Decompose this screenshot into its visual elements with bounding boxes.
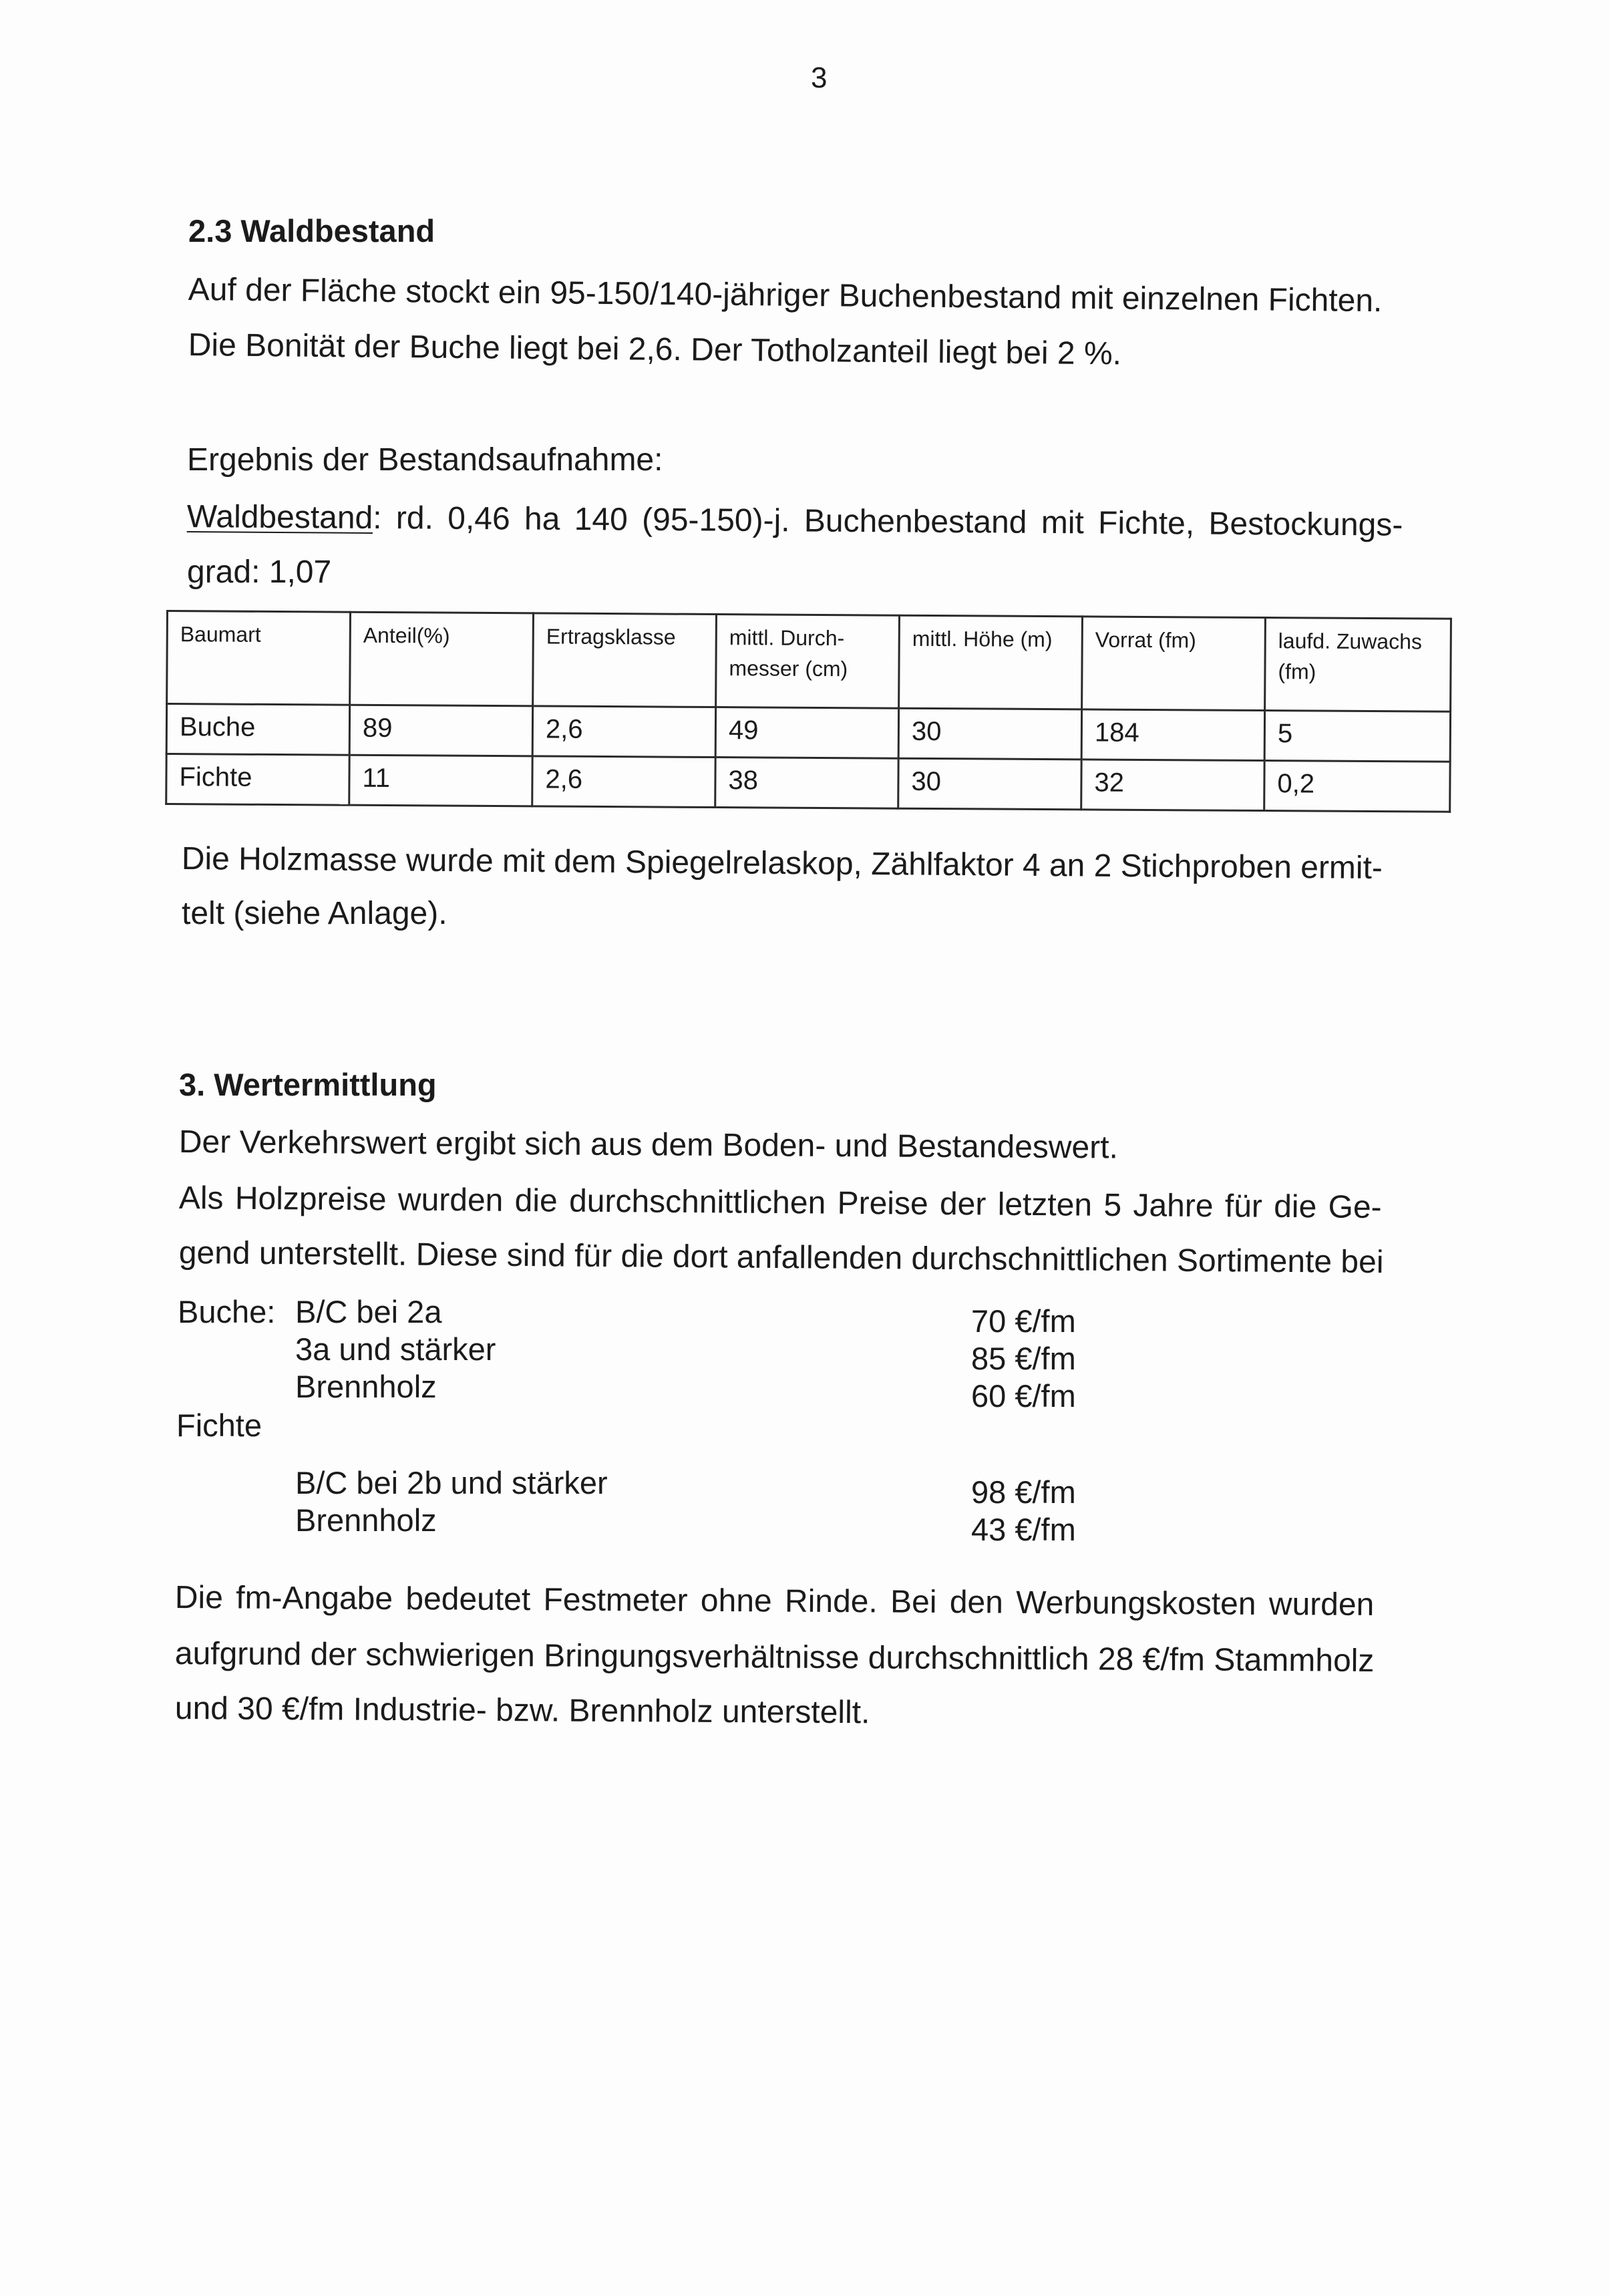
header-cell: Baumart [167,611,351,705]
paragraph-line: Der Verkehrswert ergibt sich aus dem Boden- und Bestandeswert. [178,1124,1119,1166]
paragraph-line: Auf der Fläche stockt ein 95-150/140-jähriger Buchenbestand mit einzelnen Fichten. [188,272,1383,319]
paragraph-line: aufgrund der schwierigen Bringungsverhältnisse durchschnittlich 28 €/fm Stammholz [174,1636,1375,1679]
table-cell: 30 [898,708,1081,760]
paragraph-line: grad: 1,07 [187,554,332,590]
header-text: laufd. Zuwachs [1278,629,1423,654]
header-text: (fm) [1278,659,1316,684]
price-item-label: B/C bei 2b und stärker [295,1465,608,1500]
paragraph-line: gend unterstellt. Diese sind für die dort anfallenden durchschnittlichen Sortimente bei [178,1235,1384,1281]
header-cell: mittl. Höhe (m) [899,615,1083,709]
section-heading-waldbestand: 2.3 Waldbestand [188,213,435,249]
table-cell: Buche [166,704,349,756]
page-number: 3 [811,61,828,94]
table-cell: 2,6 [532,706,715,758]
table-row [166,754,1450,812]
price-item-value: 60 €/fm [971,1378,1076,1414]
stand-table [165,610,1452,813]
header-cell [1265,618,1451,712]
paragraph-line: telt (siehe Anlage). [182,896,448,931]
paragraph-line: und 30 €/fm Industrie- bzw. Brennholz unterstellt. [174,1691,870,1731]
paragraph-line: Als Holzpreise wurden die durchschnittlichen Preise der letzten 5 Jahre für die Ge- [178,1180,1382,1226]
price-item-label: 3a und stärker [295,1331,496,1367]
table-cell: 184 [1081,709,1264,761]
table-header-row [167,611,1451,712]
result-label: Ergebnis der Bestandsaufnahme: [187,442,663,478]
table-cell: 5 [1264,711,1450,762]
table-row [166,704,1450,762]
price-item-value: 43 €/fm [971,1512,1076,1547]
header-cell: Anteil(%) [350,612,534,706]
price-item-value: 70 €/fm [971,1303,1076,1339]
waldbestand-line [187,501,1403,542]
price-group-label-buche: Buche: [178,1294,276,1329]
table-cell: 38 [715,758,898,809]
paragraph-line: Die Holzmasse wurde mit dem Spiegelrelaskop, Zählfaktor 4 an 2 Stichproben ermit- [181,841,1383,886]
table-cell: 11 [349,755,532,806]
header-cell [716,615,900,709]
price-item-value: 85 €/fm [971,1341,1076,1376]
paragraph-line: Die fm-Angabe bedeutet Festmeter ohne Rinde. Bei den Werbungskosten wurden [174,1580,1375,1623]
waldbestand-description: : rd. 0,46 ha 140 (95-150)-j. Buchenbestand mit Fichte, Bestockungs- [373,500,1403,543]
table-cell: 32 [1081,760,1264,811]
table-cell: 49 [715,707,898,759]
table-cell: 0,2 [1264,761,1450,812]
price-group-label-fichte: Fichte [176,1408,262,1443]
header-text: messer (cm) [729,656,848,681]
waldbestand-term: Waldbestand [186,499,373,536]
table-cell: Fichte [166,754,349,806]
header-text: mittl. Durch- [729,625,845,651]
paragraph-line: Die Bonität der Buche liegt bei 2,6. Der Totholzanteil liegt bei 2 %. [188,327,1122,372]
header-cell: Ertragsklasse [533,613,717,707]
table-cell: 30 [898,758,1081,810]
price-item-label: Brennholz [295,1502,437,1538]
table-cell: 89 [349,705,532,756]
price-item-label: B/C bei 2a [295,1294,442,1329]
table-cell: 2,6 [532,756,715,808]
price-item-value: 98 €/fm [971,1474,1076,1510]
section-heading-wertermittlung: 3. Wertermittlung [179,1067,437,1102]
price-item-label: Brennholz [295,1369,437,1404]
header-cell: Vorrat (fm) [1082,617,1266,711]
